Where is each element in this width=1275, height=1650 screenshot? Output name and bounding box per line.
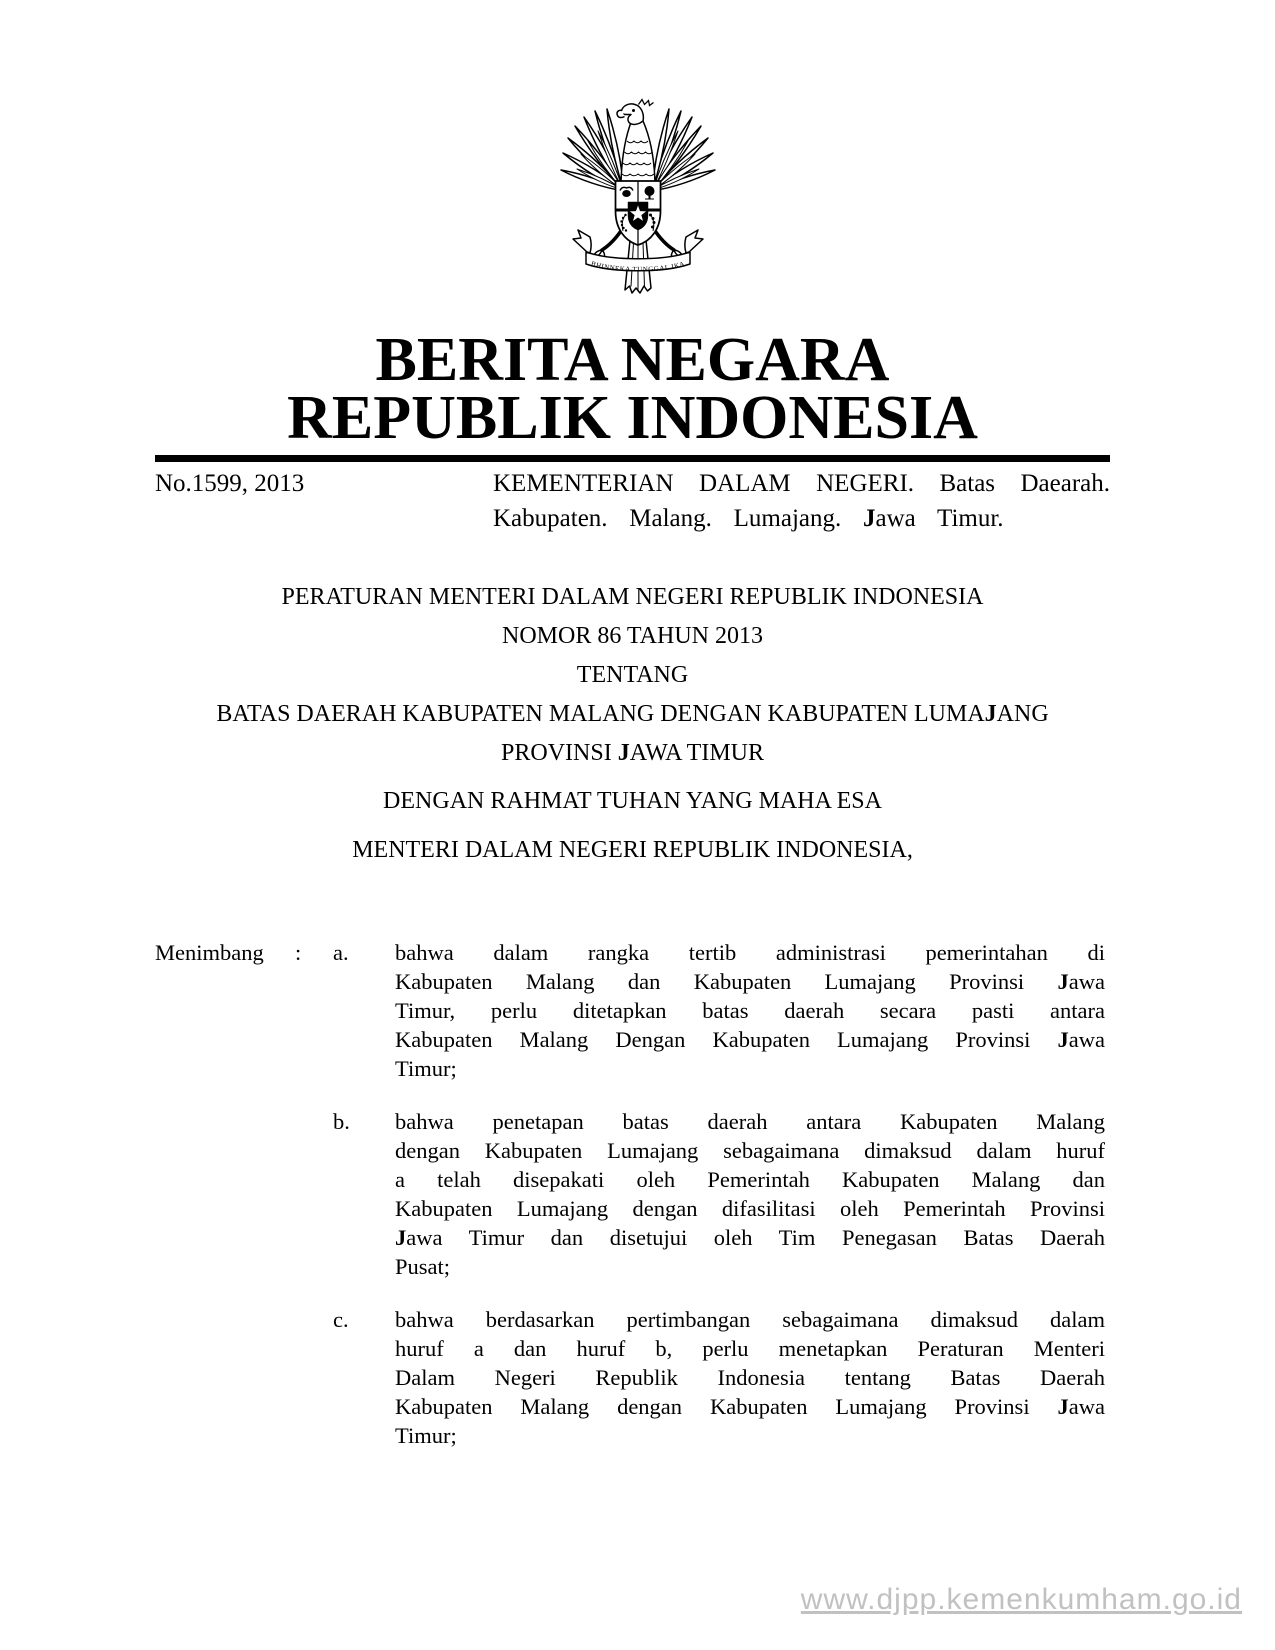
considering-item-text-c: bahwa berdasarkan pertimbangan sebagaimana dimaksud dalam huruf a dan huruf b, perlu menetapkan Peraturan Menteri Dalam Negeri Republik Indonesia tentang Batas Daerah Kabupaten Malang dengan Kabupaten Lumajang Provinsi Jawa Timur; <box>395 1307 1105 1448</box>
gazette-title-line2: REPUBLIK INDONESIA <box>287 384 978 452</box>
eagle-eye <box>632 109 635 112</box>
considering-separator: : <box>295 940 302 965</box>
masthead-divider-rule <box>155 455 1110 462</box>
spacer <box>295 1107 333 1281</box>
garuda-emblem-svg <box>548 95 728 295</box>
pancasila-shield <box>615 181 660 245</box>
masthead-row <box>155 466 1110 536</box>
regulation-title-line-3: TENTANG <box>576 662 689 688</box>
preamble <box>155 777 1110 875</box>
eagle-head <box>617 100 653 125</box>
watermark-link[interactable]: www.djpp.kemenkumham.go.id <box>800 1583 1242 1616</box>
authority-line: MENTERI DALAM NEGERI REPUBLIK INDONESIA, <box>352 837 913 863</box>
considering-item-letter-a: a. <box>333 940 349 965</box>
regulation-title-line-4: BATAS DAERAH KABUPATEN MALANG DENGAN KABUPATEN LUMAJANG <box>216 701 1049 727</box>
motto-textpath: BHINNEKA TUNGGAL IKA <box>589 259 686 274</box>
left-wing <box>561 109 624 191</box>
regulation-title-line-5: PROVINSI JAWA TIMUR <box>501 740 764 766</box>
considering-item-letter-c: c. <box>333 1307 349 1332</box>
spacer <box>295 1305 333 1450</box>
considering-item-letter-b: b. <box>333 1109 350 1134</box>
regulation-title-line-2: NOMOR 86 TAHUN 2013 <box>502 623 763 649</box>
gazette-title-line1: BERITA NEGARA <box>375 326 890 394</box>
considering-label: Menimbang <box>155 940 264 965</box>
body <box>621 121 655 184</box>
considering-block <box>155 938 1105 1450</box>
gazette-subject: KEMENTERIAN DALAM NEGERI. Batas Daearah. Kabupaten. Malang. Lumajang. Jawa Timur. <box>493 470 1110 532</box>
invocation-line: DENGAN RAHMAT TUHAN YANG MAHA ESA <box>383 788 882 814</box>
head-crest <box>638 100 653 106</box>
considering-item-text-a: bahwa dalam rangka tertib administrasi pemerintahan di Kabupaten Malang dan Kabupaten Lumajang Provinsi Jawa Timur, perlu ditetapkan batas daerah secara pasti antara Kabupaten Malang Dengan Kabupaten Lumajang Provinsi Jawa Timur; <box>395 940 1105 1081</box>
gazette-title <box>155 326 1110 452</box>
garuda-pancasila-emblem <box>548 95 728 295</box>
spacer <box>155 1107 295 1281</box>
regulation-heading <box>155 578 1110 773</box>
regulation-title-line-1: PERATURAN MENTERI DALAM NEGERI REPUBLIK INDONESIA <box>281 584 984 610</box>
right-wing <box>652 109 715 191</box>
considering-item-text-b: bahwa penetapan batas daerah antara Kabupaten Malang dengan Kabupaten Lumajang sebagaimana dimaksud dalam huruf a telah disepakati oleh Pemerintah Kabupaten Malang dan Kabupaten Lumajang dengan difasilitasi oleh Pemerintah Provinsi Jawa Timur dan disetujui oleh Tim Penegasan Batas Daerah Pusat; <box>395 1109 1105 1279</box>
gazette-number: No.1599, 2013 <box>155 470 305 497</box>
spacer <box>155 1305 295 1450</box>
